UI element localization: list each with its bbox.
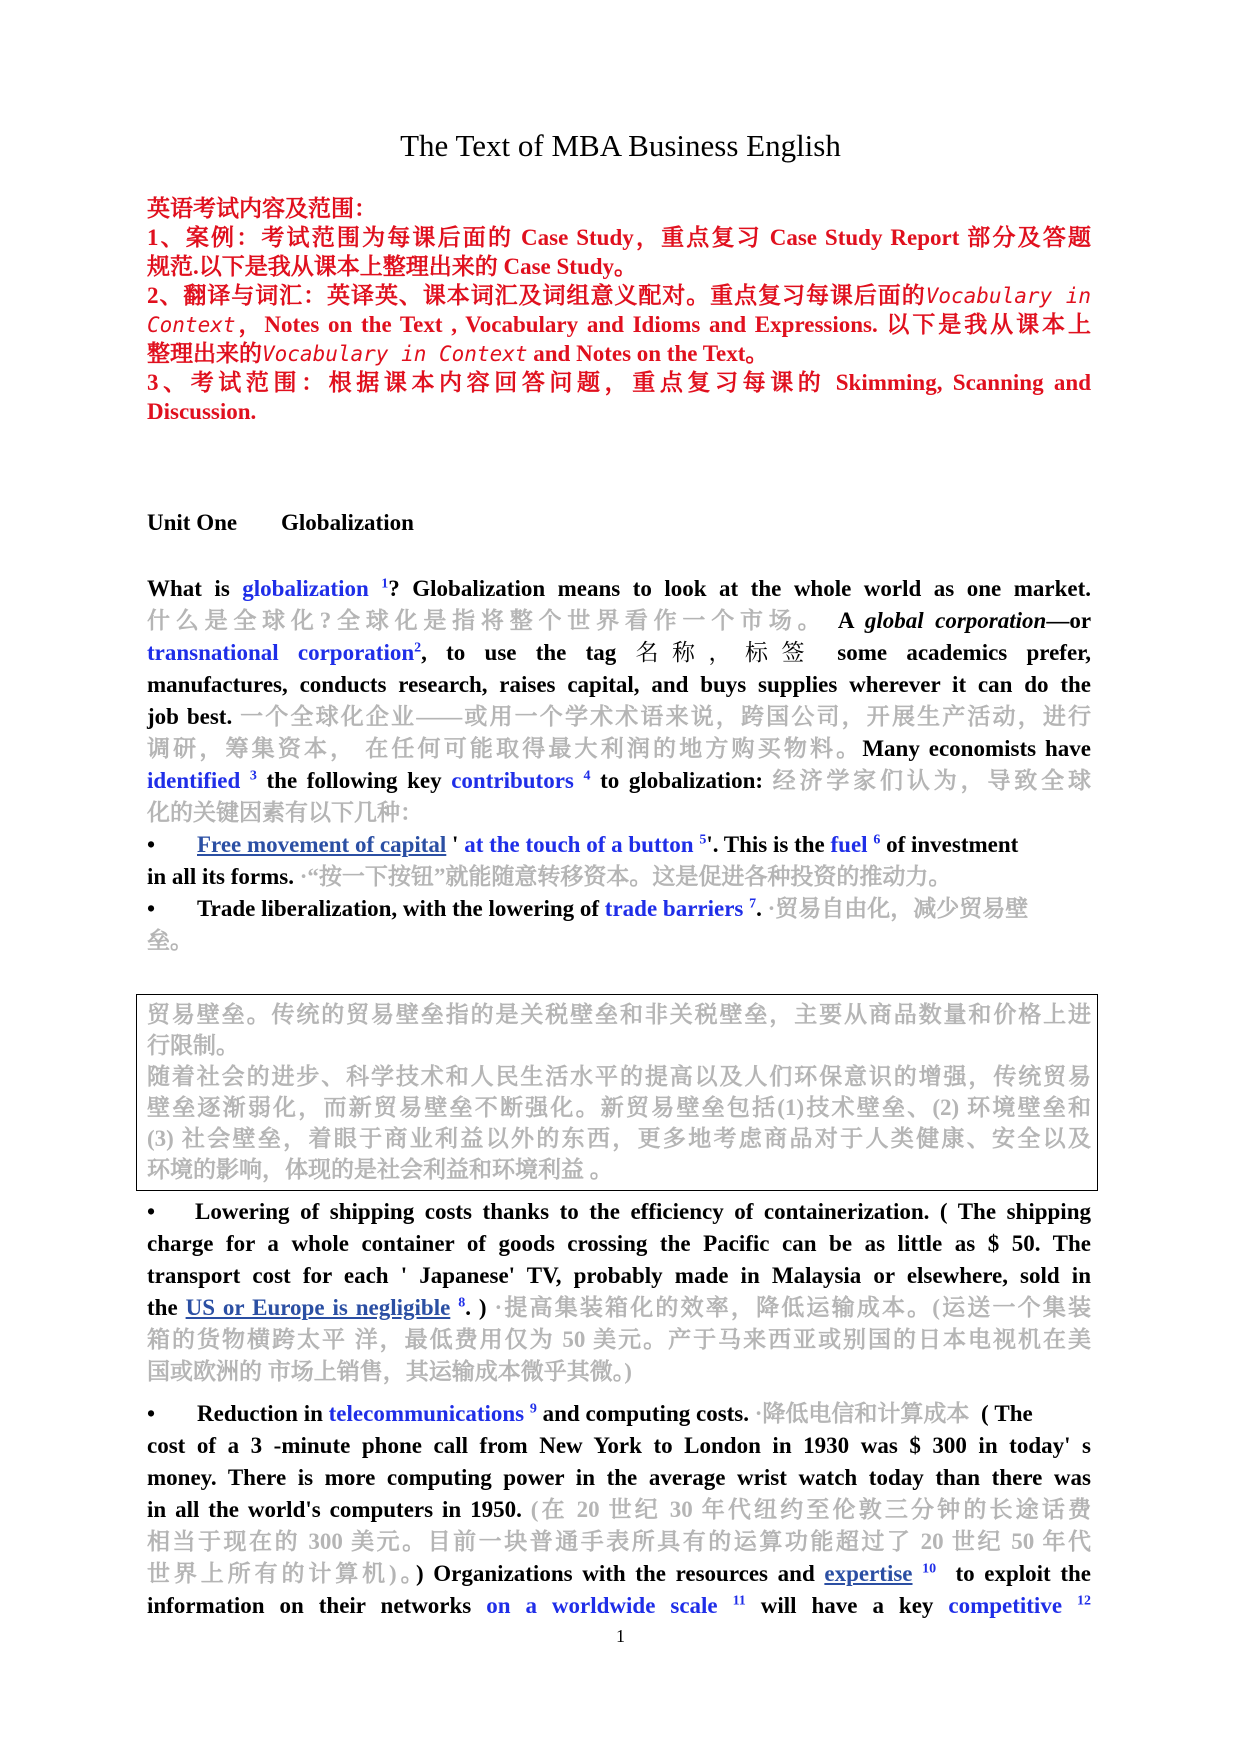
- bullet-item: • Free movement of capital ' at the touch of a button $^5$'. This is the fuel $^6$ of investment: [147, 829, 1091, 861]
- vocab-term: telecommunications: [328, 1401, 525, 1426]
- vocab-term: at the touch of a button: [464, 832, 694, 857]
- unit-name: Globalization: [281, 510, 414, 535]
- vocab-term: transnational corporation: [147, 640, 415, 665]
- paragraph-line: 什么是全球化?全球化是指将整个世界看作一个市场。 A global corporation—or: [147, 608, 1092, 633]
- exam-item-2-cont: Context，Notes on the Text , Vocabulary and Idioms and Expressions. 以下是我从课本上: [147, 312, 1092, 337]
- bullet-item-cont: in all the world's computers in 1950. (在 20 世纪 30 年代纽约至伦敦三分钟的长途话费: [147, 1497, 1091, 1522]
- bullet-item-cont: charge for a whole container of goods crossing the Pacific can be as little as $ 50. The: [147, 1231, 1091, 1256]
- bullet-glyph: •: [147, 832, 156, 857]
- paragraph-line: transnational corporation$^2$, to use the tag 名称，标签 some academics prefer,: [147, 640, 1092, 665]
- note-line: 随着社会的进步、科学技术和人民生活水平的提高以及人们环保意识的增强，传统贸易: [147, 1064, 1091, 1089]
- bullet-item-cont: 相当于现在的 300 美元。目前一块普通手表所具有的运算功能超过了 20 世纪 50 年代: [147, 1529, 1091, 1554]
- exam-item-1-cont: 规范.以下是我从课本上整理出来的 Case Study。: [147, 254, 638, 279]
- exam-item-3: 3、考试范围：根据课本内容回答问题，重点复习每课的 Skimming, Scanning and: [147, 370, 1091, 395]
- exam-item-2: 2、翻译与词汇：英译英、课本词汇及词组意义配对。重点复习每课后面的Vocabulary in: [147, 283, 1091, 308]
- bullet-item-cont: 箱的货物横跨太平 洋，最低费用仅为 50 美元。产于马来西亚或别国的日本电视机在美: [147, 1327, 1091, 1352]
- vocab-link[interactable]: US or Europe is negligible: [185, 1295, 451, 1320]
- paragraph-line: manufactures, conducts research, raises capital, and buys supplies wherever it can do the: [147, 672, 1091, 697]
- bullet-glyph: •: [147, 1401, 156, 1426]
- vocab-term: fuel: [830, 832, 868, 857]
- bullet-item-cont: cost of a 3 -minute phone call from New York to London in 1930 was $ 300 in today' s: [147, 1433, 1091, 1458]
- exam-item-3-cont: Discussion.: [147, 399, 257, 424]
- vocab-term: competitive: [948, 1593, 1063, 1618]
- note-line: 贸易壁垒。传统的贸易壁垒指的是关税壁垒和非关税壁垒，主要从商品数量和价格上进: [147, 1002, 1091, 1027]
- bullet-item-cont: 世界上所有的计算机)。) Organizations with the resources and expertise $^{10}$ to exploit the: [147, 1561, 1091, 1586]
- paragraph-line: 化的关键因素有以下几种：: [147, 800, 423, 825]
- unit-label: Unit One: [147, 510, 238, 535]
- bullet-item-cont: money. There is more computing power in the average wrist watch today than there was: [147, 1465, 1091, 1490]
- bullet-item-cont: in all its forms. ·“按一下按钮”就能随意转移资本。这是促进各种投资的推动力。: [147, 864, 952, 889]
- bullet-item-cont: the US or Europe is negligible $^8$. ) ·提高集装箱化的效率，降低运输成本。(运送一个集装: [147, 1295, 1091, 1320]
- vocab-term: trade barriers: [604, 896, 744, 921]
- vocab-term: contributors: [451, 768, 574, 793]
- vocab-term: identified: [147, 768, 241, 793]
- bullet-item-cont: 垒。: [147, 928, 193, 953]
- page-title: The Text of MBA Business English: [400, 128, 841, 163]
- note-line: (3) 社会壁垒，着眼于商业利益以外的东西，更多地考虑商品对于人类健康、安全以及: [147, 1126, 1091, 1151]
- paragraph-line: job best. 一个全球化企业——或用一个学术术语来说，跨国公司，开展生产活动，进行: [147, 704, 1092, 729]
- paragraph-line: identified $^3$ the following key contributors $^4$ to globalization: 经济学家们认为，导致全球: [147, 768, 1092, 793]
- vocab-link[interactable]: Free movement of capital: [197, 832, 447, 857]
- bullet-item-cont: 国或欧洲的 市场上销售，其运输成本微乎其微。): [147, 1359, 632, 1384]
- paragraph-line: What is globalization $^1$? Globalization means to look at the whole world as one market.: [147, 576, 1091, 601]
- vocab-term: on a worldwide scale: [486, 1593, 718, 1618]
- page-number: 1: [616, 1626, 625, 1646]
- exam-item-2-cont2: 整理出来的Vocabulary in Context and Notes on the Text。: [147, 341, 769, 366]
- bullet-item-cont: transport cost for each ' Japanese' TV, probably made in Malaysia or elsewhere, sold in: [147, 1263, 1091, 1288]
- vocab-link[interactable]: expertise: [824, 1561, 913, 1586]
- note-line: 行限制。: [147, 1033, 239, 1058]
- paragraph-line: 调研，筹集资本， 在任何可能取得最大利润的地方购买物料。Many economists have: [147, 736, 1091, 761]
- bullet-item: • Reduction in telecommunications $^9$ and computing costs. ·降低电信和计算成本 ( The: [147, 1398, 1107, 1430]
- vocab-term: globalization: [242, 576, 369, 601]
- note-line: 壁垒逐渐弱化，而新贸易壁垒不断强化。新贸易壁垒包括(1)技术壁垒、(2) 环境壁垒和: [147, 1095, 1091, 1120]
- bullet-item: • Lowering of shipping costs thanks to the efficiency of containerization. ( The shipping: [147, 1196, 1091, 1228]
- bullet-glyph: •: [147, 896, 156, 921]
- bullet-glyph: •: [147, 1199, 156, 1224]
- note-line: 环境的影响，体现的是社会利益和环境利益 。: [147, 1157, 613, 1182]
- bullet-item: • Trade liberalization, with the lowering of trade barriers $^7$. ·贸易自由化，减少贸易壁: [147, 893, 1091, 925]
- exam-heading: 英语考试内容及范围：: [147, 196, 377, 221]
- bullet-item-cont: information on their networks on a worldwide scale $^{11}$ will have a key competitive $^{12}$: [147, 1593, 1091, 1618]
- exam-item-1: 1、案例：考试范围为每课后面的 Case Study，重点复习 Case Study Report 部分及答题: [147, 225, 1091, 250]
